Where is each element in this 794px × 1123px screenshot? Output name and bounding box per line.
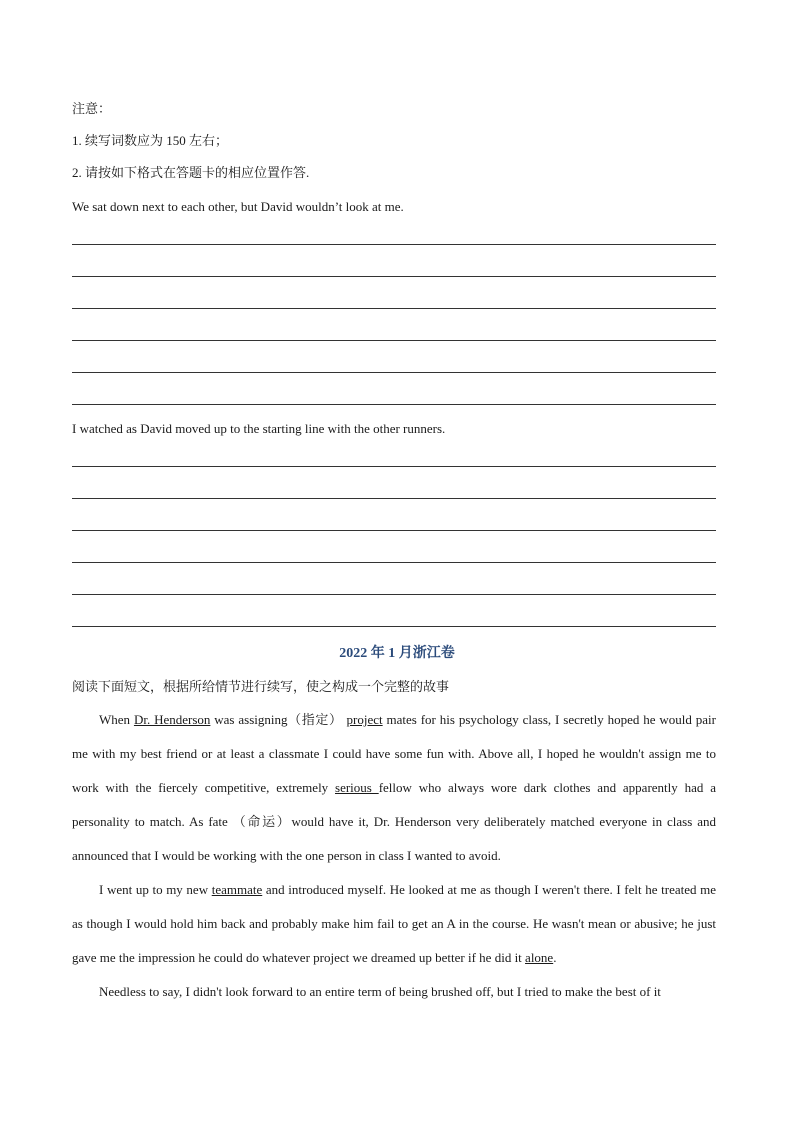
notes-item-1: 1. 续写词数应为 150 左右；: [72, 133, 229, 148]
answer-line: [72, 244, 716, 245]
underlined-word: Dr. Henderson: [133, 712, 211, 727]
answer-line: [72, 340, 716, 341]
prompt-second: I watched as David moved up to the starting line with the other runners.: [72, 421, 446, 436]
text-span: fellow who always wore dark clothes and apparently had a personality to match. As fate （命运）would have it, Dr. Henderson very deliberately matched everyone in class and announced that I would be working with the one person in class I wanted to avoid.: [72, 780, 716, 863]
text-span: mates for his psychology class, I secretly hoped he would pair me with my best friend or at least a classmate I could have some fun with. Above all, I hoped he wouldn't assign me to work with the fiercely competitive, extremely: [72, 712, 716, 795]
answer-line: [72, 498, 716, 499]
answer-line: [72, 372, 716, 373]
text-span: Needless to say, I didn't look forward to an entire term of being brushed off, but I tried to make the best of it: [99, 984, 661, 999]
section-title: 2022 年 1 月浙江卷: [339, 646, 455, 661]
answer-line: [72, 308, 716, 309]
underlined-word: alone: [525, 950, 554, 965]
answer-line: [72, 404, 716, 405]
answer-line: [72, 276, 716, 277]
notes-item-2: 2. 请按如下格式在答题卡的相应位置作答.: [72, 165, 310, 180]
underlined-word: teammate: [211, 882, 263, 897]
underlined-word: project: [346, 712, 383, 727]
answer-line: [72, 626, 716, 627]
text-span: When: [99, 712, 134, 727]
text-span: was assigning（指定）: [210, 712, 347, 727]
notes-heading: 注意：: [72, 101, 112, 116]
notes-section: [72, 100, 309, 196]
story-paragraph-2: [72, 873, 716, 975]
story-paragraph-3: [72, 975, 716, 1009]
underlined-word: serious: [335, 780, 379, 795]
answer-line: [72, 530, 716, 531]
answer-line: [72, 562, 716, 563]
text-span: .: [553, 950, 557, 965]
text-span: I went up to my new: [99, 882, 212, 897]
prompt-first: We sat down next to each other, but David wouldn’t look at me.: [72, 199, 404, 214]
story-paragraph-1: [72, 703, 716, 873]
answer-line: [72, 594, 716, 595]
section-instruction: 阅读下面短文，根据所给情节进行续写，使之构成一个完整的故事: [72, 679, 450, 694]
answer-line: [72, 466, 716, 467]
text-span: and introduced myself. He looked at me as though I weren't there. I felt he treated me as though I would hold him back and probably make him fail to get an A in the course. He wasn't mean or abusive; he just gave me the impression he could do whatever project we dreamed up better if he did it: [72, 882, 716, 965]
